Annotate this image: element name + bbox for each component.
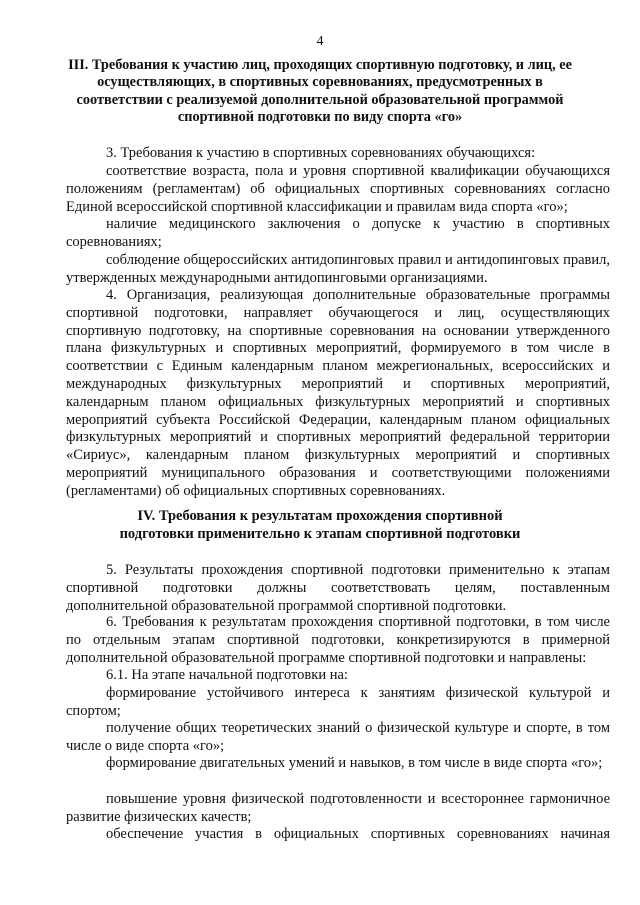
paragraph-5: 5. Результаты прохождения спортивной подготовки применительно к этапам спортивной подготовки должны соответствовать целям, поставленным дополнительной образовательной программой спортивной подготовки. bbox=[66, 562, 610, 614]
list-item-theory-knowledge: получение общих теоретических знаний о физической культуре и спорте, в том числе о виде спорта «го»; bbox=[66, 720, 610, 754]
paragraph-4: 4. Организация, реализующая дополнительные образовательные программы спортивной подготовки, направляет обучающегося и лиц, осуществляющих спортивную подготовку, на спортивные соревнования на основании утвержденного плана физкультурных и спортивных мероприятий, формируемого в том числе в соответствии с Единым календарным планом межрегиональных, всероссийских и международных физкультурных мероприятий и спортивных мероприятий, календарным планом официальных физкультурных мероприятий и спортивных мероприятий субъекта Российской Федерации, календарным планом официальных физкультурных мероприятий и спортивных мероприятий федеральной территории «Сириус», календарным планом физкультурных мероприятий и спортивных мероприятий муниципального образования и соответствующими положениями (регламентами) об официальных спортивных соревнованиях. bbox=[66, 287, 610, 499]
paragraph-6-1: 6.1. На этапе начальной подготовки на: bbox=[106, 667, 348, 683]
section-4-heading: IV. Требования к результатам прохождения спортивной подготовки применительно к этапам спортивной подготовки bbox=[119, 508, 521, 542]
list-item-motor-skills: формирование двигательных умений и навыков, в том числе в виде спорта «го»; bbox=[106, 755, 603, 771]
page-number: 4 bbox=[316, 34, 324, 49]
list-item-physical-fitness: повышение уровня физической подготовленности и всестороннее гармоничное развитие физических качеств; bbox=[66, 791, 610, 825]
paragraph-3-antidoping: соблюдение общероссийских антидопинговых правил и антидопинговых правил, утвержденных международными антидопинговыми организациями. bbox=[66, 252, 610, 286]
list-item-competitions: обеспечение участия в официальных спортивных соревнованиях начиная bbox=[106, 826, 610, 842]
paragraph-3-age-requirements: соответствие возраста, пола и уровня спортивной квалификации обучающихся положениям (регламентам) об официальных спортивных соревнованиях согласно Единой всероссийской спортивной классификации и правилам вида спорта «го»; bbox=[66, 163, 610, 215]
paragraph-3: 3. Требования к участию в спортивных соревнованиях обучающихся: bbox=[106, 145, 536, 161]
paragraph-3-medical-certificate: наличие медицинского заключения о допуске к участию в спортивных соревнованиях; bbox=[66, 216, 610, 250]
list-item-interest: формирование устойчивого интереса к занятиям физической культурой и спортом; bbox=[66, 685, 610, 719]
paragraph-6: 6. Требования к результатам прохождения спортивной подготовки, в том числе по отдельным этапам спортивной подготовки, конкретизируются в примерной дополнительной образовательной программе спортивной подготовки и направлены: bbox=[66, 614, 610, 666]
section-3-heading: III. Требования к участию лиц, проходящих спортивную подготовку, и лиц, ее осуществляющих, в спортивных соревнованиях, предусмотренных в соответствии с реализуемой дополнительной образовательной программой спортивной подготовки по виду спорта «го» bbox=[68, 57, 572, 125]
